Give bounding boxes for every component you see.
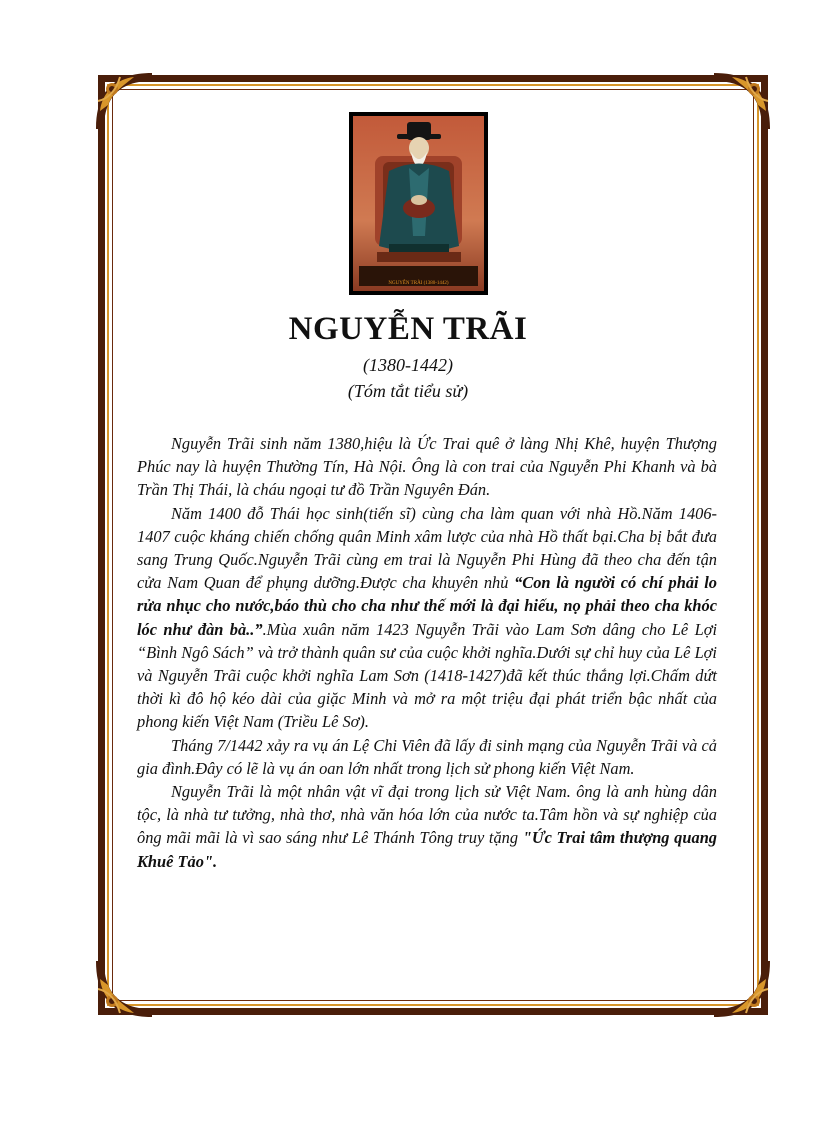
page-title: NGUYỄN TRÃI (288, 311, 528, 347)
biography-text (137, 432, 717, 873)
corner-ornament-icon (94, 71, 154, 131)
life-years: (1380-1442) (363, 355, 453, 375)
tribute-period: . (213, 851, 218, 871)
portrait-image (349, 112, 488, 295)
paragraph-2-text-b: .Mùa xuân năm 1423 Nguyễn Trãi vào Lam Sơn dâng cho Lê Lợi “Bình Ngô Sách” và trở thành quân sư của cuộc khởi nghĩa.Dưới sự chỉ huy của Lê Lợi và Nguyễn Trãi cuộc khởi nghĩa Lam Sơn (1418-1427)đã kết thúc thắng lợi.Chấm dứt thời kì đô hộ kéo dài của giặc Minh và mở ra một triệu đại phát triển bậc nhất của phong kiến Việt Nam (Triều Lê Sơ). (137, 619, 718, 732)
statue-illustration (353, 116, 484, 291)
father-advice-quote: “Con là người có chí phải lo rửa nhục cho nước,báo thù cho cha như thế mới là đại hiếu, nọ phải theo cha khóc lóc như đàn bà..” (137, 573, 717, 639)
paragraph-2-text-a: Năm 1400 đỗ Thái học sinh(tiến sĩ) cùng cha làm quan với nhà Hồ.Năm 1406-1407 cuộc kháng chiến chống quân Minh xâm lược của nhà Hồ thất bại.Cha bị bắt đưa sang Trung Quốc.Nguyễn Trãi cùng em trai là Nguyễn Phi Hùng đã theo cha đến tận cửa Nam Quan để phụng dưỡng.Được cha khuyên nhủ (137, 503, 717, 593)
page-subtitle: (Tóm tắt tiểu sử) (347, 381, 469, 401)
corner-ornament-icon (712, 959, 772, 1019)
paragraph-1: Nguyễn Trãi sinh năm 1380,hiệu là Ức Trai quê ở làng Nhị Khê, huyện Thượng Phúc nay là huyện Thường Tín, Hà Nội. Ông là con trai của Nguyễn Phi Khanh và bà Trần Thị Thái, là cháu ngoại tư đồ Trần Nguyên Đán. (137, 434, 717, 500)
paragraph-4-text: Nguyễn Trãi là một nhân vật vĩ đại trong lịch sử Việt Nam. ông là anh hùng dân tộc, là nhà tư tưởng, nhà thơ, nhà văn hóa lớn của nước ta.Tâm hồn và sự nghiệp của ông mãi mãi là vì sao sáng như Lê Thánh Tông truy tặng (137, 782, 717, 848)
corner-ornament-icon (712, 71, 772, 131)
paragraph-3: Tháng 7/1442 xảy ra vụ án Lệ Chi Viên đã lấy đi sinh mạng của Nguyễn Trãi và cả gia đình.Đây có lẽ là vụ án oan lớn nhất trong lịch sử phong kiến Việt Nam. (137, 735, 717, 778)
tribute-quote: "Ức Trai tâm thượng quang Khuê Tảo" (137, 828, 717, 871)
portrait-caption: NGUYỄN TRÃI (1380-1442) (388, 281, 449, 286)
paragraph-4 (137, 780, 717, 873)
paragraph-2 (137, 502, 717, 734)
corner-ornament-icon (94, 959, 154, 1019)
